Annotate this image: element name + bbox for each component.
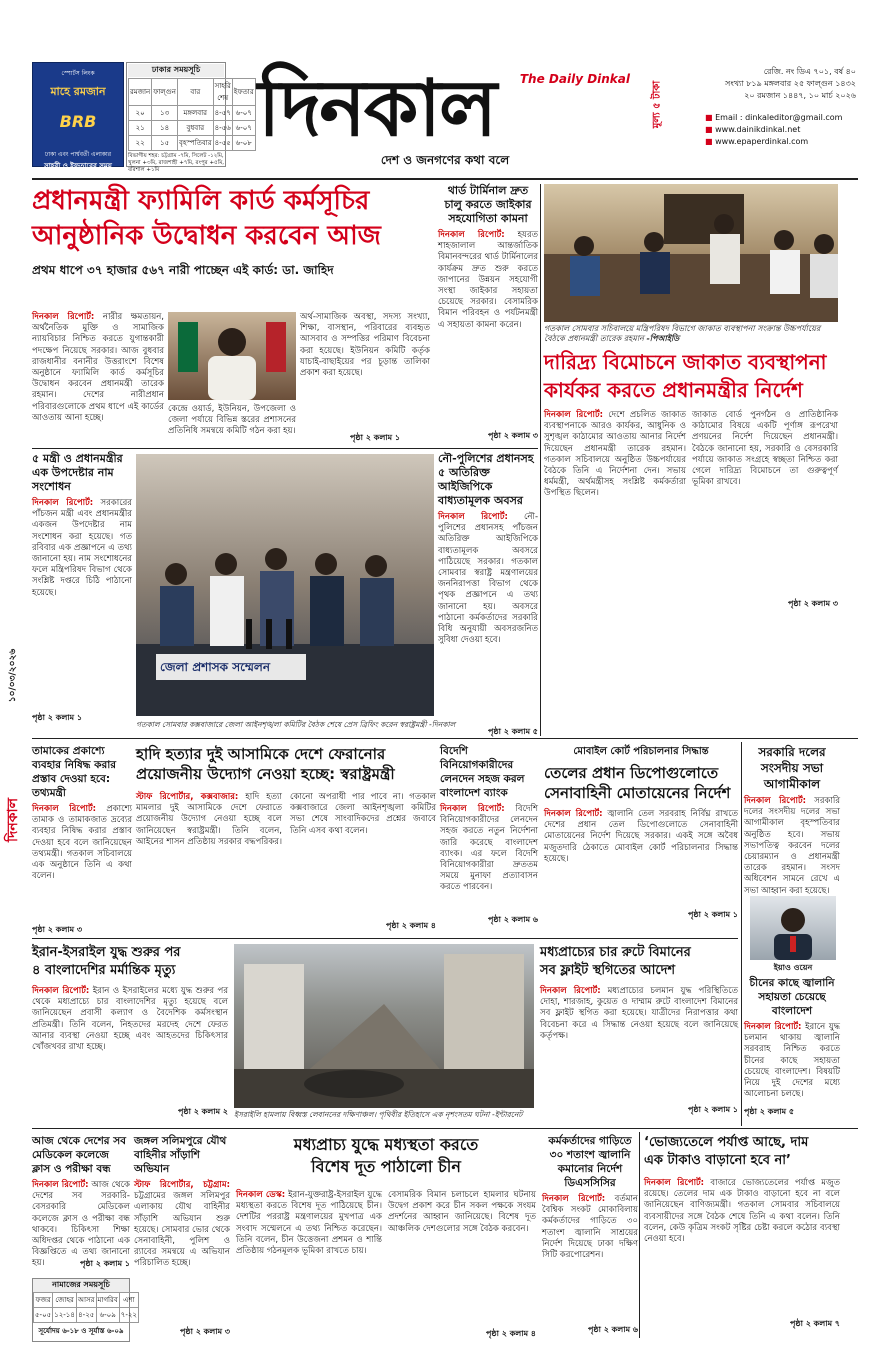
body-text: ইরান-যুক্তরাষ্ট্র-ইসরাইল যুদ্ধে মধ্যস্থতা করতে বিশেষ দূত পাঠিয়েছে চীন। দেশটির পররাষ্ট্র মন্ত্রণালয়ের মুখপাত্র এক সংবাদ সম্মেলনে এ তথ্য নিশ্চিত করেছেন। তিনি বলেন, চীন উত্তেজনা প্রশমন ও শান্তি প্রতিষ্ঠায় গঠনমূলক ভূমিকা রাখতে চায়।	[236, 1190, 383, 1257]
quote-headline-2: এক টাকাও বাড়ানো হবে না’	[644, 1153, 791, 1168]
body-text: বাজারে ভোজ্যতেলের পর্যাপ্ত মজুত রয়েছে। তেলের দাম এক টাকাও বাড়ানো হবে না বলে জানিয়েছেন বাণিজ্যমন্ত্রী। গতকাল সোমবার সচিবালয়ে ব্যবসায়ীদের সঙ্গে বৈঠক শেষে তিনি এ কথা বলেন। তিনি বলেন, কেউ কৃত্রিম সংকট সৃষ্টির চেষ্টা করলে কঠোর ব্যবস্থা নেওয়া হবে।	[644, 1178, 841, 1245]
byline: দিনকাল রিপোর্ট:	[440, 804, 505, 814]
flights-headline-2: সব ফ্লাইট স্থগিতের আদেশ	[540, 963, 676, 978]
third-terminal-body	[438, 230, 538, 430]
credit-text: -ইন্টারনেট	[492, 1110, 523, 1119]
ministers-body	[32, 498, 132, 712]
china-envoy-story[interactable]	[236, 1134, 536, 1340]
envoy-headline-1: মধ্যপ্রাচ্য যুদ্ধে মধ্যস্থতা করতে	[293, 1135, 479, 1154]
cell: বৃহস্পতিবার	[177, 136, 213, 151]
prayer-row	[129, 136, 256, 151]
police-story[interactable]	[438, 452, 539, 736]
byline: দিনকাল রিপোর্ট:	[644, 1178, 705, 1188]
medical-story[interactable]	[32, 1134, 130, 1274]
flights-headline-1: মধ্যপ্রাচ্যের চার রুটে বিমানের	[540, 945, 691, 960]
namaz-sun: সূর্যোদয় ৬-১৮ ও সূর্যাস্ত ৬-০৯	[38, 1327, 124, 1335]
investors-more[interactable]: পৃষ্ঠা ২ কলাম ৬	[487, 915, 538, 924]
body-text: মধ্যপ্রাচ্যের চলমান যুদ্ধ পরিস্থিতিতে দোহা, শারজাহ, কুয়েত ও দাম্মাম রুটে বাংলাদেশ বিমানের সব ফ্লাইট স্থগিত করা হয়েছে। যাত্রীদের নিরাপত্তার কথা বিবেচনা করে এ সিদ্ধান্ত নেওয়া হয়েছে বলে জানিয়েছে কর্তৃপক্ষ।	[540, 986, 739, 1041]
parliament-story[interactable]	[744, 744, 840, 894]
body-text: জ্বালানি তেল সরবরাহ নির্বিঘ্ন রাখতে দেশের প্রধান তেল ডিপোগুলোতে সেনাবাহিনী মোতায়েনের নির্দেশ দিয়েছে সরকার। একই সঙ্গে অবৈধ মজুতদারি ঠেকাতে মোবাইল কোর্ট পরিচালনার সিদ্ধান্ত হয়েছে।	[544, 809, 739, 864]
hadi-story[interactable]	[136, 744, 436, 934]
caption-text: গতকাল সোমবার সচিবালয়ে মন্ত্রিপরিষদ বিভাগে জাকাত ব্যবস্থাপনা সংক্রান্ত উচ্চপর্যায়ের বৈঠকে প্রধানমন্ত্রী তারেক রহমান	[544, 324, 821, 343]
army-body	[544, 809, 738, 909]
body-text: প্রকাশ্যে তামাক ও তামাকজাত দ্রব্যের ব্যবহার নিষিদ্ধ করার প্রস্তাব দেওয়া হবে বলে জানিয়েছেন তথ্যমন্ত্রী। গতকাল সচিবালয়ে এক অনুষ্ঠানে তিনি এ কথা বলেন।	[32, 804, 132, 882]
issue-info	[676, 66, 856, 102]
hadi-more[interactable]: পৃষ্ঠা ২ কলাম ৪	[385, 921, 436, 930]
ministers-headline: ৫ মন্ত্রী ও প্রধানমন্ত্রীর এক উপদেষ্টার নাম সংশোধন	[32, 452, 123, 493]
prayer-header: সাহরি শেষ	[213, 79, 232, 106]
meeting-scene-icon	[544, 184, 838, 322]
cell: ৫-০৫	[34, 1308, 53, 1323]
hadi-body	[136, 792, 436, 920]
caption-text: ইসরাইলি হামলায় বিধ্বস্ত লেবাননের দক্ষিণাঞ্চল। পৃথিবীর ইতিহাসে এক নৃশংসতম ঘটনা	[234, 1110, 490, 1119]
cell: ১৪	[152, 121, 178, 136]
medical-headline: আজ থেকে দেশের সব মেডিকেল কলেজে ক্লাস ও পরীক্ষা বন্ধ	[32, 1135, 126, 1175]
mid-photo	[136, 454, 434, 716]
army-headline-2: সেনাবাহিনী মোতায়েনের নির্দেশ	[544, 784, 731, 802]
envoy-body-2: বেসামরিক বিমান চলাচলে হামলার ঘটনায় উদ্বেগ প্রকাশ করে চীন সকল পক্ষকে সংযম প্রদর্শনের আহ্বান জানিয়েছে। বিশেষ দূত আঞ্চলিক দেশগুলোর সঙ্গে বৈঠক করবেন।	[388, 1190, 536, 1234]
lead-body-2: অর্থ-সামাজিক অবস্থা, সদস্য সংখ্যা, শিক্ষা, বাসস্থান, পরিবারের ব্যবহৃত আসবাব ও সম্পত্তির পরিমাণ বিবেচনা করা হয়েছে। ইউনিয়ন কমিটি কর্তৃক যাচাই-বাছাইয়ের পর চূড়ান্ত তালিকা প্রকাশ করা হয়েছে।	[300, 312, 430, 379]
prayer-row	[129, 121, 256, 136]
police-body	[438, 512, 538, 726]
issue-no: সংখ্যা ৮১৯ মঙ্গলবার ২৫ ফাল্গুন ১৪৩২	[725, 79, 856, 88]
col-divider	[639, 1132, 640, 1338]
date: ২০ রমজান ১৪৪৭, ১০ মার্চ ২০২৬	[744, 91, 856, 100]
iran-body	[32, 986, 228, 1106]
byline: দিনকাল রিপোর্ট:	[438, 230, 505, 240]
quote-headline-1: ‘ভোজ্যতেলে পর্যাপ্ত আছে, দাম	[644, 1135, 809, 1150]
cell: জোহর	[53, 1293, 77, 1308]
medical-more[interactable]: পৃষ্ঠা ২ কলাম ১	[79, 1259, 130, 1268]
prayer-note: বিভাগীয় শহর: চট্টগ্রাম -৭মি, সিলেট -১২মি, খুলনা +৩মি, রাজশাহী +৭মি, রংপুর +৫মি, বরিশাল +১মি	[128, 153, 225, 173]
prayer-row	[129, 106, 256, 121]
china-fuel-more[interactable]: পৃষ্ঠা ২ কলাম ৫	[744, 1107, 795, 1116]
col-divider	[540, 184, 541, 736]
price: মূল্য ৫ টাকা	[651, 80, 663, 128]
prayer-header: বার	[177, 79, 213, 106]
iran-headline-1: ইরান-ইসরাইল যুদ্ধ শুরুর পর	[32, 945, 181, 960]
lead-body	[32, 312, 164, 444]
namaz-title: নামাজের সময়সূচি	[33, 1279, 129, 1292]
rule-2	[32, 738, 858, 739]
lead-body-3: কেন্দ্রে ওয়ার্ড, ইউনিয়ন, উপজেলা ও জেলা পর্যায়ে বিভিন্ন স্তরের প্রশাসনের প্রতিনিধি সমন্বয়ে কমিটি গঠন করা হয়।	[168, 404, 296, 437]
byline: স্টাফ রিপোর্টার, চট্টগ্রাম:	[134, 1180, 230, 1190]
zakat-headline-2: কার্যকর করতে প্রধানমন্ত্রীর নির্দেশ	[544, 378, 803, 402]
byline: দিনকাল রিপোর্ট:	[544, 410, 603, 420]
epaper-text: www.epaperdinkal.com	[715, 137, 809, 146]
side-date-strip	[2, 600, 24, 750]
iran-more[interactable]: পৃষ্ঠা ২ কলাম ২	[177, 1107, 228, 1116]
zakat-headline-1: দারিদ্র্য বিমোচনে জাকাত ব্যবস্থাপনা	[544, 350, 827, 374]
cell: মাগরিব	[96, 1293, 119, 1308]
body-text: ইরানে যুদ্ধ চলমান থাকায় জ্বালানি সরবরাহ নিশ্চিত করতে চীনের কাছে সহায়তা চেয়েছে বাংলাদেশ। বিষয়টি নিয়ে দুই দেশের মধ্যে আলোচনা চলছে।	[744, 1022, 841, 1100]
rule-4	[32, 1128, 858, 1129]
cell: ৬-০৭	[232, 121, 255, 136]
fuel-cars-headline: কর্মকর্তাদের গাড়িতে ৩০ শতাংশ জ্বালানি কমানোর নির্দেশ ডিএসসিসির	[548, 1135, 632, 1189]
cell: ২০	[129, 106, 152, 121]
cell: মঙ্গলবার	[177, 106, 213, 121]
cell: ৪-৫৫	[213, 136, 232, 151]
quote-more[interactable]: পৃষ্ঠা ২ কলাম ৭	[789, 1319, 840, 1328]
hadi-headline-1: হাদি হত্যার দুই আসামিকে দেশে ফেরানোর	[136, 745, 386, 763]
iran-story[interactable]	[32, 944, 228, 1124]
masthead-english: The Daily Dinkal	[519, 72, 630, 86]
cell: আসর	[76, 1293, 96, 1308]
portrait-icon	[750, 896, 836, 960]
body-text: নৌ-পুলিশের প্রধানসহ পাঁচজন অতিরিক্ত আইজিপিকে বাধ্যতামূলক অবসরে পাঠিয়েছে সরকার। গতকাল সোমবার স্বরাষ্ট্র মন্ত্রণালয়ের জননিরাপত্তা বিভাগ থেকে পৃথক প্রজ্ঞাপনে এ তথ্য জানানো হয়। অবসরে পাঠানো কর্মকর্তাদের সরকারি বিধি অনুযায়ী অবসরজনিত সুবিধা দেওয়া হবে।	[438, 512, 539, 646]
email-text: Email : dinkaleditor@gmail.com	[715, 113, 843, 122]
investors-body	[440, 804, 538, 914]
byline: দিনকাল রিপোর্ট:	[32, 498, 94, 508]
namaz-table	[33, 1292, 139, 1323]
flights-story[interactable]	[540, 944, 738, 1124]
third-terminal-more[interactable]: পৃষ্ঠা ২ কলাম ৩	[487, 431, 538, 440]
flights-more[interactable]: পৃষ্ঠা ২ কলাম ১	[687, 1105, 738, 1114]
byline: দিনকাল রিপোর্ট:	[540, 986, 601, 996]
mid-photo-caption	[136, 720, 456, 732]
hadi-headline-2: প্রয়োজনীয় উদ্যোগ নেওয়া হচ্ছে: স্বরাষ্ট্রমন্ত্রী	[136, 765, 395, 783]
lead-body-text: নারীর ক্ষমতায়ন, অর্থনৈতিক মুক্তি ও সামাজিক ন্যায়বিচার নিশ্চিত করতে যুগান্তকারী পদক্ষেপ নিয়েছে সরকার। আজ বুধবার রাজধানীর বনানীর উত্তরাংশে বিশেষ অনুষ্ঠানে ফ্যামিলি কার্ড কর্মসূচির উদ্বোধন করবেন প্রধানমন্ত্রী তারেক রহমান। দেশের নারীপ্রধান পরিবারগুলোকে প্রথম ধাপে এই কার্ডের আওতায় আনা হচ্ছে।	[32, 312, 164, 423]
cell: ৬-০৯	[96, 1308, 119, 1323]
masthead-rule	[32, 178, 858, 180]
fuel-cars-body	[542, 1194, 638, 1324]
byline: দিনকাল ডেস্ক:	[236, 1190, 286, 1200]
police-headline: নৌ-পুলিশের প্রধানসহ ৫ অতিরিক্ত আইজিপিকে বাধ্যতামূলক অবসর	[438, 452, 534, 507]
lead-headline-1: প্রধানমন্ত্রী ফ্যামিলি কার্ড কর্মসূচির	[32, 186, 370, 216]
cell: ১৫	[152, 136, 178, 151]
cell: ২১	[129, 121, 152, 136]
body-text: চট্টগ্রামের জঙ্গল সলিমপুর এলাকায় যৌথ বাহিনীর সাঁড়াশি অভিযান শুরু হয়েছে। সোমবার ভোর থেকে সেনাবাহিনী, পুলিশ ও র‍্যাবের সমন্বয়ে এ অভিযান পরিচালিত হচ্ছে।	[134, 1191, 230, 1269]
masthead-title: দিনকাল	[258, 64, 496, 154]
col-divider	[741, 742, 742, 1126]
ad-line2: মাহে রমজান	[50, 85, 106, 98]
byline: দিনকাল রিপোর্ট:	[32, 312, 95, 322]
photo-banner: জেলা প্রশাসক সম্মেলন	[160, 660, 271, 674]
prayer-header: রমজান	[129, 79, 152, 106]
body-text: আজ থেকে দেশের সব সরকারি-বেসরকারি মেডিকেল কলেজে ক্লাস ও পরীক্ষা বন্ধ থাকবে। চিকিৎসা শিক্ষা অধিদপ্তর থেকে পাঠানো এক বিজ্ঞপ্তিতে এ তথ্য জানানো হয়।	[32, 1180, 130, 1269]
cell: ১২-১৪	[53, 1308, 77, 1323]
byline: দিনকাল রিপোর্ট:	[744, 796, 806, 806]
rule-3	[32, 938, 738, 939]
destroyed-buildings-icon	[234, 944, 534, 1108]
cell: ৭-২২	[119, 1308, 138, 1323]
quote-body	[644, 1178, 840, 1318]
ramadan-ad	[32, 62, 124, 170]
side-date: ১০/০৩/২০২৬	[8, 648, 19, 702]
byline: দিনকাল রিপোর্ট:	[542, 1194, 606, 1204]
byline: স্টাফ রিপোর্টার, কক্সবাজার:	[136, 792, 239, 802]
war-photo	[234, 944, 534, 1108]
body-text: ইরান ও ইসরাইলের মধ্যে যুদ্ধ শুরুর পর থেকে মধ্যপ্রাচ্যে চার বাংলাদেশির মৃত্যু হয়েছে বলে জানিয়েছেন প্রবাসী কল্যাণ ও বৈদেশিক কর্মসংস্থান প্রতিমন্ত্রী। তিনি বলেন, নিহতদের মরদেহ দেশে ফেরত আনার ব্যবস্থা নেওয়া হচ্ছে এবং আহতদের চিকিৎসার খোঁজখবর রাখা হচ্ছে।	[32, 986, 228, 1053]
reg-no: রেজি. নং ডিএ ৭০১, বর্ষ ৪০	[763, 67, 856, 76]
cell: এশা	[119, 1293, 138, 1308]
ad-tag: ঢাকা এবং পার্শ্ববর্তী এলাকার	[44, 151, 112, 158]
zakat-body-2: জাকাত বোর্ড পুনর্গঠন ও প্রাতিষ্ঠানিক কাঠামোর বিষয়ে একটি পূর্ণাঙ্গ রূপরেখা প্রণয়নের নির্দেশ দিয়েছেন প্রধানমন্ত্রী। বৈঠকে জানানো হয়, সরকারি ও বেসরকারি পর্যায়ে জাকাত সংগ্রহে স্বচ্ছতা নিশ্চিত করা গেলে দারিদ্র্য বিমোচনে তা গুরুত্বপূর্ণ ভূমিকা রাখবে।	[692, 410, 838, 488]
zakat-more[interactable]: পৃষ্ঠা ২ কলাম ৩	[787, 599, 838, 608]
website-text: www.dainikdinkal.net	[715, 125, 801, 134]
body-text: সরকারের পাঁচজন মন্ত্রী এবং প্রধানমন্ত্রীর একজন উপদেষ্টার নাম সংশোধন করা হয়েছে। গত রবিবার এক প্রজ্ঞাপনে এ তথ্য জানানো হয়। নাম সংশোধনের ফলে মন্ত্রিপরিষদ বিভাগ থেকে সংশ্লিষ্ট দপ্তরে চিঠি পাঠানো হয়েছে।	[32, 498, 132, 598]
prayer-table	[128, 78, 256, 151]
jungle-more[interactable]: পৃষ্ঠা ২ কলাম ৩	[179, 1327, 230, 1336]
ministers-story[interactable]	[32, 452, 132, 732]
parliament-body	[744, 796, 841, 896]
body-text: হাদি হত্যা মামলার দুই আসামিকে দেশে ফেরাতে প্রয়োজনীয় উদ্যোগ নেওয়া হচ্ছে বলে জানিয়েছেন স্বরাষ্ট্রমন্ত্রী। তিনি বলেন, আইনের শাসন প্রতিষ্ঠায় সরকার বদ্ধপরিকর। কোনো অপরাধী পার পাবে না। গতকাল কক্সবাজারে জেলা আইনশৃঙ্খলা কমিটির সভা শেষে সাংবাদিকদের প্রশ্নের জবাবে তিনি এসব কথা বলেন।	[136, 792, 436, 847]
lead-story[interactable]	[32, 184, 430, 446]
person-figure-icon	[168, 312, 296, 400]
top-photo	[544, 184, 838, 322]
cell: ৬-০৭	[232, 106, 255, 121]
army-headline-1: তেলের প্রধান ডিপোগুলোতে	[544, 764, 719, 782]
iran-headline-2: ৪ বাংলাদেশির মর্মান্তিক মৃত্যু	[32, 963, 176, 978]
namaz-row	[34, 1308, 139, 1323]
byline: দিনকাল রিপোর্ট:	[32, 986, 90, 996]
cell: ৪-৫৬	[213, 121, 232, 136]
body-text: বিদেশি বিনিয়োগকারীদের লেনদেন সহজ করতে নতুন নির্দেশনা জারি করেছে বাংলাদেশ ব্যাংক। এর ফলে বিদেশি বিনিয়োগকারীরা দ্রুততম সময়ে মুনাফা প্রত্যাবাসন করতে পারবেন।	[440, 804, 538, 893]
rule-1	[32, 448, 538, 449]
china-portrait-caption: ইয়াও ওয়েন	[773, 963, 813, 972]
contact-info	[705, 112, 855, 148]
quote-story[interactable]	[644, 1134, 840, 1340]
price-box	[648, 66, 668, 142]
tobacco-more[interactable]: পৃষ্ঠা ২ কলাম ৩	[32, 925, 83, 934]
cell: ফজর	[34, 1293, 53, 1308]
lead-more[interactable]: পৃষ্ঠা ২ কলাম ১	[350, 433, 401, 442]
side-brand: দিনকাল	[5, 797, 22, 843]
cell: ২২	[129, 136, 152, 151]
body-text: হযরত শাহজালাল আন্তর্জাতিক বিমানবন্দরের থার্ড টার্মিনালের কার্যক্রম দ্রুত শুরু করতে জাপানের উন্নয়ন সহযোগী সংস্থা জাইকার সহায়তা চেয়েছে সরকার। বেসামরিক বিমান পরিবহন ও পর্যটনমন্ত্রী এ সহায়তা কামনা করেন।	[438, 230, 538, 330]
envoy-body	[236, 1190, 382, 1326]
side-brand-strip	[2, 760, 24, 880]
ad-line1: স্পোর্টস লিংক	[61, 70, 95, 77]
investors-story[interactable]	[440, 744, 538, 934]
fuel-cars-more[interactable]: পৃষ্ঠা ২ কলাম ৬	[587, 1325, 638, 1334]
parliament-headline: সরকারি দলের সংসদীয় সভা আগামীকাল	[758, 745, 826, 791]
body-text: বর্তমান বৈশ্বিক সংকট মোকাবিলায় কর্মকর্তাদের গাড়িতে ৩০ শতাংশ জ্বালানি সাশ্রয়ের নির্দেশ দিয়েছে ঢাকা দক্ষিণ সিটি করপোরেশন।	[542, 1194, 639, 1261]
credit-text: -দিনকাল	[428, 720, 456, 729]
tobacco-story[interactable]	[32, 744, 132, 934]
body-text: সরকারি দলের সংসদীয় দলের সভা আগামীকাল বৃহস্পতিবার অনুষ্ঠিত হবে। সভায় সভাপতিত্ব করবেন দলের চেয়ারম্যান ও প্রধানমন্ত্রী তারেক রহমান। সংসদ অধিবেশন সামনে রেখে এ সভা আহ্বান করা হয়েছে।	[744, 796, 841, 896]
army-kicker: মোবাইল কোর্ট পরিচালনার সিদ্ধান্ত	[573, 746, 709, 757]
lead-headline-2: আনুষ্ঠানিক উদ্বোধন করবেন আজ	[32, 221, 381, 251]
email[interactable]: ■ Email : dinkaleditor@gmail.com	[705, 113, 843, 122]
body-text: দেশে প্রচলিত জাকাত ব্যবস্থাপনাকে আরও কার্যকর, আধুনিক ও সুশৃঙ্খল কাঠামোর আওতায় আনার নির্দেশ দিয়েছেন প্রধানমন্ত্রী তারেক রহমান। গতকাল সচিবালয়ে অনুষ্ঠিত উচ্চপর্যায়ের বৈঠকে তিনি এ নির্দেশনা দেন। সভায় ধর্মমন্ত্রী, অর্থমন্ত্রীসহ সংশ্লিষ্ট কর্মকর্তারা উপস্থিত ছিলেন।	[544, 410, 686, 499]
cell: বুধবার	[177, 121, 213, 136]
masthead-tagline: দেশ ও জনগণের কথা বলে	[380, 153, 510, 167]
website[interactable]: ■ www.dainikdinkal.net	[705, 125, 801, 134]
zakat-body	[544, 410, 686, 610]
ministers-more[interactable]: পৃষ্ঠা ২ কলাম ১	[32, 713, 83, 722]
prayer-times-box	[126, 62, 254, 173]
jungle-story[interactable]	[134, 1134, 230, 1338]
cell: ১৩	[152, 106, 178, 121]
tobacco-body	[32, 804, 132, 924]
namaz-header-row	[34, 1293, 139, 1308]
credit-text: -পিআইডি	[646, 334, 680, 343]
envoy-more[interactable]: পৃষ্ঠা ২ কলাম ৪	[485, 1329, 536, 1338]
tobacco-headline: তামাকের প্রকাশ্যে ব্যবহার নিষিদ্ধ করার প্রস্তাব দেওয়া হবে: তথ্যমন্ত্রী	[32, 745, 117, 799]
masthead	[250, 58, 640, 173]
army-depot-story[interactable]	[544, 744, 738, 934]
war-photo-caption	[234, 1110, 534, 1122]
third-terminal-story[interactable]	[438, 184, 538, 446]
ad-brand: BRB	[59, 112, 97, 131]
top-photo-caption	[544, 324, 838, 344]
prayer-header: ফাল্গুন	[152, 79, 178, 106]
byline: দিনকাল রিপোর্ট:	[32, 804, 97, 814]
china-fuel-headline: চীনের কাছে জ্বালানি সহায়তা চেয়েছে বাংলাদেশ	[749, 977, 835, 1017]
cell: ৪-২৫	[76, 1308, 96, 1323]
lead-sub: প্রথম ধাপে ৩৭ হাজার ৫৬৭ নারী পাচ্ছেন এই কার্ড: ডা. জাহিদ	[32, 263, 334, 277]
china-portrait	[750, 896, 836, 960]
jungle-body	[134, 1180, 230, 1326]
cell: ৬-০৮	[232, 136, 255, 151]
lead-photo	[168, 312, 296, 400]
byline: দিনকাল রিপোর্ট:	[744, 1022, 802, 1032]
caption-text: গতকাল সোমবার কক্সবাজারে জেলা আইনশৃঙ্খলা কমিটির বৈঠক শেষে প্রেস ব্রিফিং করেন স্বরাষ্ট্রমন্ত্রী	[136, 720, 427, 729]
china-fuel-story[interactable]	[744, 976, 840, 1126]
prayer-header: ইফতার	[232, 79, 255, 106]
china-fuel-body	[744, 1022, 840, 1106]
investors-headline: বিদেশি বিনিয়োগকারীদের লেনদেন সহজ করল বাংলাদেশ ব্যাংক	[440, 745, 525, 799]
army-more[interactable]: পৃষ্ঠা ২ কলাম ১	[687, 910, 738, 919]
byline: দিনকাল রিপোর্ট:	[438, 512, 508, 522]
namaz-box	[32, 1278, 137, 1342]
flights-body	[540, 986, 738, 1104]
ad-tag2: সাহরী ও ইফতারের সময়	[44, 162, 112, 170]
jungle-headline: জঙ্গল সলিমপুরে যৌথ বাহিনীর সাঁড়াশি অভিযান	[134, 1135, 227, 1175]
byline: দিনকাল রিপোর্ট:	[32, 1180, 89, 1190]
fuel-cars-story[interactable]	[542, 1134, 638, 1340]
zakat-story[interactable]	[544, 348, 838, 610]
police-more[interactable]: পৃষ্ঠা ২ কলাম ৫	[487, 727, 538, 736]
byline: দিনকাল রিপোর্ট:	[544, 809, 603, 819]
prayer-title: ঢাকার সময়সূচি	[128, 64, 224, 77]
prayer-header-row	[129, 79, 256, 106]
third-terminal-headline: থার্ড টার্মিনাল দ্রুত চালু করতে জাইকার সহযোগিতা কামনা	[444, 184, 532, 225]
envoy-headline-2: বিশেষ দূত পাঠালো চীন	[311, 1157, 461, 1176]
epaper[interactable]: ■ www.epaperdinkal.com	[705, 137, 809, 146]
cell: ৪-৫৭	[213, 106, 232, 121]
